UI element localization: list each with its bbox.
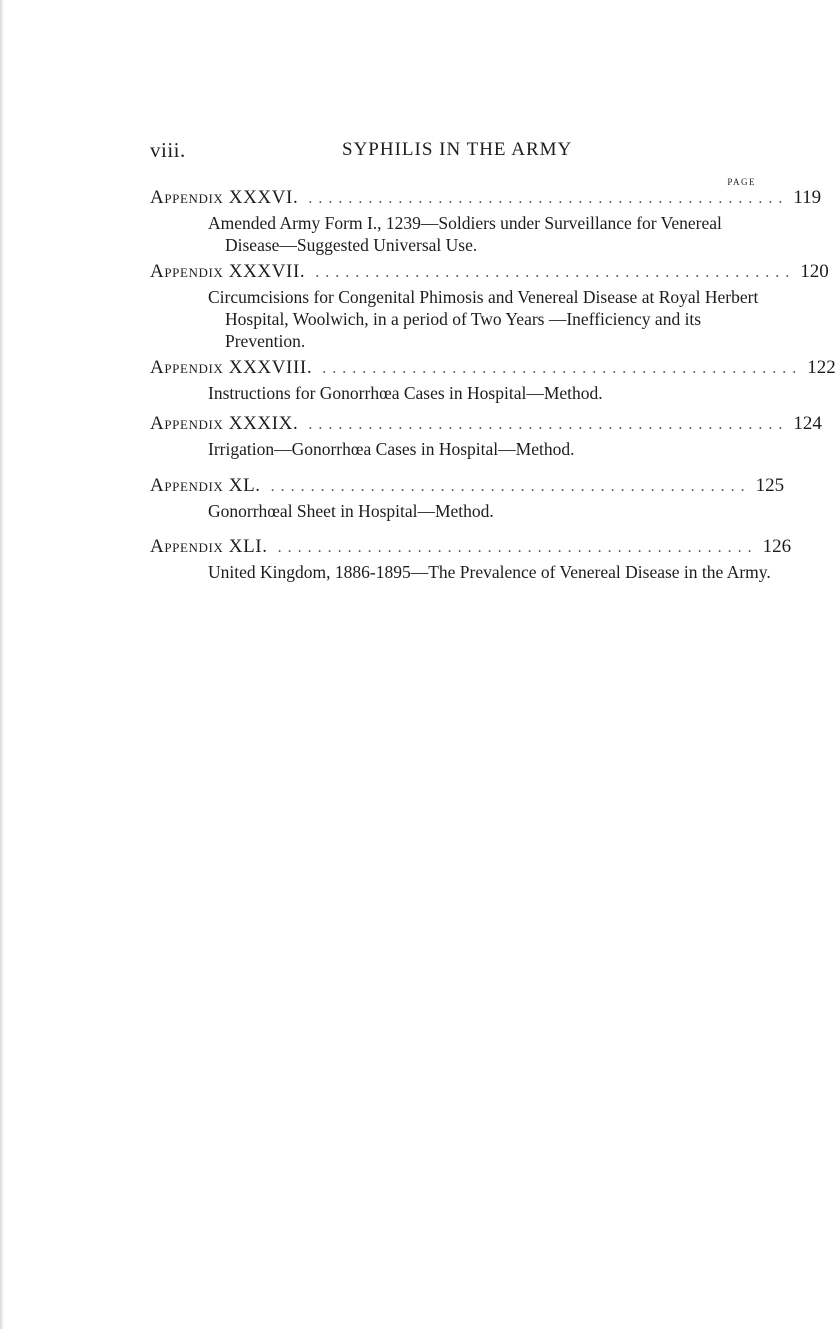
entry-description: Irrigation—Gonorrhœa Cases in Hospital—Method. [208,439,575,459]
toc-entry-xxxviii [150,356,836,404]
page-reference: 122 [807,357,836,378]
entry-description: Instructions for Gonorrhœa Cases in Hospital—Method. [208,383,603,403]
appendix-label: Appendix XXXIX. [150,413,299,434]
dot-leaders: . . . . . . . . . . . . . . . . . . . . . . . . . . . . . . . . . . . . . . . . . . . . . . . . [308,416,784,433]
appendix-label: Appendix XLI. [150,536,268,557]
scan-edge [0,0,4,1329]
appendix-label: Appendix XXXVIII. [150,357,313,378]
page-number: viii. [150,138,186,162]
page-reference: 125 [755,475,785,496]
appendix-label: Appendix XL. [150,475,261,496]
dot-leaders: . . . . . . . . . . . . . . . . . . . . . . . . . . . . . . . . . . . . . . . . . . . . . . . . [315,264,791,281]
page-reference: 120 [800,261,829,282]
dot-leaders: . . . . . . . . . . . . . . . . . . . . . . . . . . . . . . . . . . . . . . . . . . . . . . . . [308,190,784,207]
toc-entry-head [150,412,822,436]
dot-leaders: . . . . . . . . . . . . . . . . . . . . . . . . . . . . . . . . . . . . . . . . . . . . . . . . [322,360,798,377]
appendix-label: Appendix XXXVI. [150,187,299,208]
toc-entry-xxxvii [150,260,829,352]
page-reference: 124 [793,413,822,434]
toc-entry-head [150,260,829,284]
dot-leaders: . . . . . . . . . . . . . . . . . . . . . . . . . . . . . . . . . . . . . . . . . . . . . . . . [270,478,746,495]
toc-entry-head [150,356,836,380]
page-reference: 119 [793,187,822,208]
dot-leaders: . . . . . . . . . . . . . . . . . . . . . . . . . . . . . . . . . . . . . . . . . . . . . . . . [277,539,753,556]
running-title: SYPHILIS IN THE ARMY [342,139,573,160]
entry-description: Gonorrhœal Sheet in Hospital—Method. [208,501,494,521]
toc-entry-xli [150,535,792,583]
toc-entry-xxxix [150,412,822,460]
page-reference: 126 [762,536,792,557]
entry-description: United Kingdom, 1886-1895—The Prevalence of Venereal Disease in the Army. [208,562,771,582]
toc-entry-xxxvi [150,186,822,256]
running-head [150,138,720,168]
toc-entry-xl [150,474,785,522]
entry-description: Amended Army Form I., 1239—Soldiers under Surveillance for Venereal Disease—Suggested Universal Use. [208,213,722,255]
entry-description: Circumcisions for Congenital Phimosis and Venereal Disease at Royal Herbert Hospital, Woolwich, in a period of Two Years —Inefficiency and its Prevention. [208,287,759,351]
toc-entry-head [150,535,792,559]
toc-entry-head [150,186,822,210]
toc-entry-head [150,474,785,498]
page-column-label: PAGE [727,177,756,187]
appendix-label: Appendix XXXVII. [150,261,306,282]
